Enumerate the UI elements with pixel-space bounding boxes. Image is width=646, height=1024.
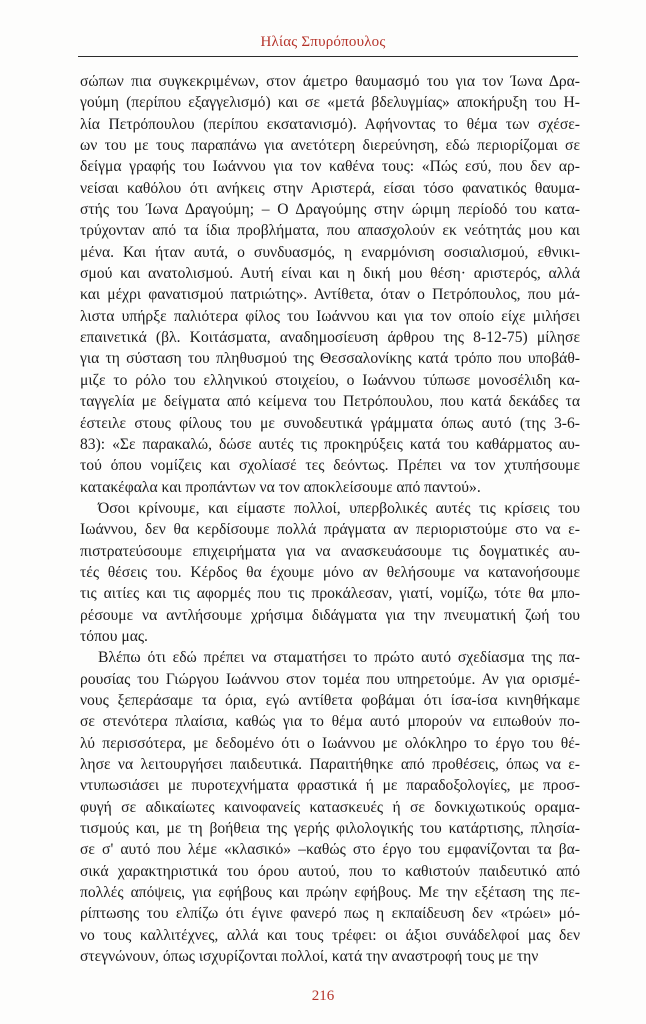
text-line: μένα. Και ήταν αυτά, ο συνδυασμός, η εναρμόνιση σοσιαλισμού, εθνικι- — [80, 243, 580, 261]
running-head: Ηλίας Σπυρόπουλος — [260, 34, 386, 50]
text-line: λησε να λειτουργήσει παιδευτικά. Παραιτήθηκε από προθέσεις, όπως να ε- — [80, 756, 580, 773]
text-line: τρύχονταν από τα ίδια προβλήματα, που απασχολούν εκ νεότητάς μου και — [80, 222, 580, 240]
body-text — [80, 71, 580, 967]
text-line: δείγμα γραφής του Ιωάννου για τον καθένα τους: «Πώς εσύ, που δεν αρ- — [80, 158, 580, 176]
text-line: τις αιτίες και τις αφορμές που τις προκάλεσαν, γιατί, νομίζω, τότε θα μπο- — [80, 585, 580, 603]
text-line: στεγνώνουν, όπως ισχυρίζονται πολλοί, κατά την αναστροφή τους με την — [80, 948, 539, 966]
text-line: και μέχρι φανατισμού πατριώτης». Αντίθετα, όταν ο Πετρόπουλος, που μά- — [80, 286, 580, 304]
text-line: στής του Ίωνα Δραγούμη; – Ο Δραγούμης στην ώριμη περίοδό του κατα- — [80, 201, 580, 219]
paragraph — [80, 71, 580, 498]
text-line: για τη σύσταση του πληθυσμού της Θεσσαλονίκης κατά τρόπο που υποβάθ- — [80, 350, 580, 368]
text-line: σε σ' αυτό που λέμε «κλασικό» –καθώς στο έργο του εμφανίζονται τα βα- — [80, 841, 580, 859]
text-line: μιζε το ρόλο του ελληνικού στοιχείου, ο Ιωάννου τύπωσε μονοσέλιδη κα- — [80, 371, 580, 389]
text-line: Βλέπω ότι εδώ πρέπει να σταματήσει το πρώτο αυτό σχεδίασμα της πα- — [98, 649, 580, 667]
text-line: λιστα υπήρξε παλιότερα φίλος του Ιωάννου και για τον οποίο είχε μιλήσει — [80, 307, 580, 325]
text-line: σώπων πια συγκεκριμένων, στον άμετρο θαυμασμό του για τον Ίωνα Δρα- — [80, 73, 580, 90]
text-line: τού όπου νομίζεις και σχολίασέ τες δεόντως. Πρέπει να τον χτυπήσουμε — [80, 457, 580, 475]
text-line: νείσαι καθόλου ότι ανήκεις στην Αριστερά, είσαι τόσο φανατικός θαυμα- — [80, 179, 580, 197]
paragraph — [80, 647, 580, 967]
text-line: τόπου μας. — [80, 627, 148, 645]
text-line: νο τους καλλιτέχνες, αλλά και τους τρέφει: οι άξιοι συνάδελφοί μας δεν — [80, 926, 580, 944]
header-rule — [78, 56, 578, 57]
text-line: λία Πετρόπουλου (περίπου εκσατανισμό). Αφήνοντας το θέμα των σχέσε- — [80, 115, 580, 133]
text-line: τές θέσεις του. Κέρδος θα έχουμε μόνο αν θελήσουμε να κατανοήσουμε — [80, 563, 580, 581]
text-line: γούμη (περίπου εξαγγελισμό) και σε «μετά βδελυγμίας» αποκήρυξη του Η- — [80, 94, 580, 112]
text-line: Ιωάννου, δεν θα κερδίσουμε πολλά πράγματα αν περιοριστούμε στο να ε- — [80, 521, 580, 539]
text-line: κατακέφαλα και προπάντων να τον αποκλείσουμε από παντού». — [80, 478, 481, 496]
text-line: σε στενότερα πλαίσια, καθώς για το θέμα αυτό μπορούν να ειπωθούν πο- — [80, 713, 580, 731]
text-line: επαινετικά (βλ. Κοιτάσματα, αναδημοσίευση άρθρου της 8-12-75) μίλησε — [80, 329, 580, 347]
text-line: φυγή σε αδικαίωτες καινοφανείς κατασκευές ή σε δονκιχωτικούς οραμα- — [80, 798, 580, 816]
text-line: ρίπτωσης του ελπίζω ότι έγινε φανερό πως η εκπαίδευση δεν «τρώει» μό- — [80, 905, 580, 923]
text-line: τισμούς και, με τη βοήθεια της γερής φιλολογικής του κατάρτισης, πλησία- — [80, 820, 580, 838]
text-line: πιστρατεύσουμε επιχειρήματα για να ανασκευάσουμε τις δογματικές αυ- — [80, 542, 580, 560]
paragraph — [80, 498, 580, 647]
text-line: Όσοι κρίνουμε, και είμαστε πολλοί, υπερβολικές αυτές τις κρίσεις του — [98, 499, 580, 517]
text-line: ντυπωσιάσει με πυροτεχνήματα φραστικά ή με παραδοξολογίες, με προσ- — [80, 777, 580, 795]
text-line: 83): «Σε παρακαλώ, δώσε αυτές τις προκηρύξεις κατά του καθάρματος αυ- — [80, 435, 580, 453]
text-line: ρέσουμε να αντλήσουμε χρήσιμα διδάγματα για την πνευματική ζωή του — [80, 606, 580, 624]
text-line: σικά χαρακτηριστικά του όρου αυτού, που το καθιστούν παιδευτικό από — [80, 862, 580, 880]
text-line: νους ξεπεράσαμε τα όρια, εγώ αντίθετα φοβάμαι ότι ίσα-ίσα κινηθήκαμε — [80, 691, 580, 709]
text-line: ρουσίας του Γιώργου Ιωάννου στον τομέα που υπηρετούμε. Αν για ορισμέ- — [80, 670, 580, 688]
text-line: ων του με τους παραπάνω για ανετότερη διερεύνηση, εδώ περιορίζομαι σε — [80, 137, 580, 155]
text-line: σμού και ανατολισμού. Αυτή είναι και η δική μου θέση· αριστερός, αλλά — [80, 265, 580, 283]
text-line: πολλές απόψεις, για εφήβους και πρώην εφήβους. Με την εξέταση της πε- — [80, 884, 580, 902]
text-line: ταγγελία με δείγματα από κείμενα του Πετρόπουλου, που κατά δεκάδες τα — [80, 393, 580, 411]
text-line: λύ περισσότερα, με δεδομένο ότι ο Ιωάννου με ολόκληρο το έργο του θέ- — [80, 734, 580, 752]
text-line: έστειλε στους φίλους του με συνοδευτικά γράμματα όπως αυτό (της 3-6- — [80, 414, 580, 432]
page-number: 216 — [311, 988, 335, 1004]
